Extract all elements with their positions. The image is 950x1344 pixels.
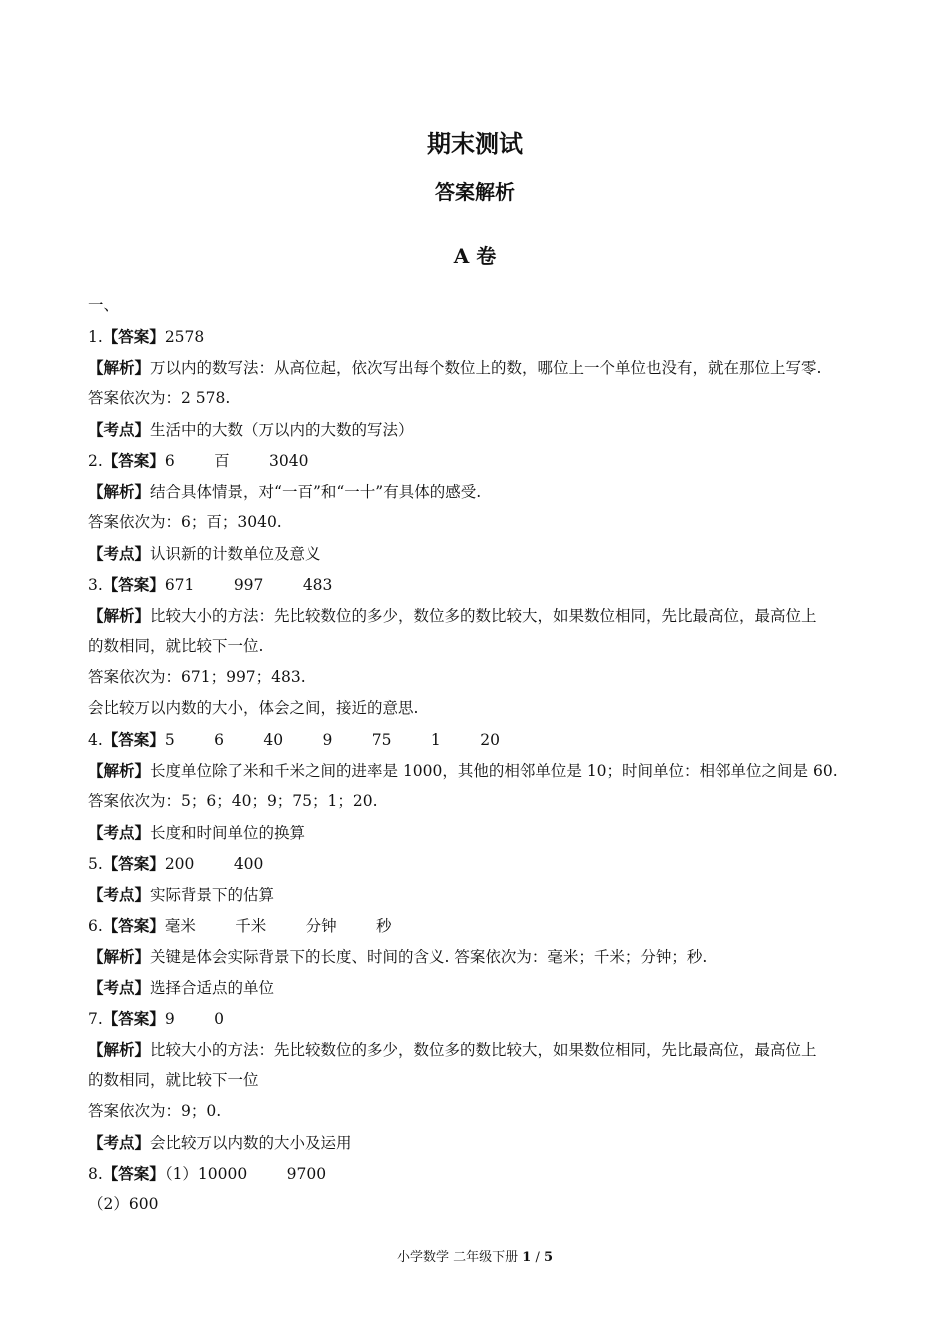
keyword-label: 【答案】	[102, 1164, 165, 1183]
keyword-label: 【考点】	[88, 978, 151, 997]
text-line	[88, 352, 878, 383]
text-line	[88, 848, 878, 879]
text-line	[88, 1065, 878, 1096]
text-line	[88, 1003, 878, 1034]
keyword-label: 【考点】	[88, 544, 151, 563]
keyword-label: 【答案】	[102, 1009, 165, 1028]
line-text: 长度和时间单位的换算	[150, 824, 306, 842]
keyword-label: 【考点】	[88, 885, 151, 904]
text-line	[88, 786, 878, 817]
text-line	[88, 724, 878, 755]
keyword-label: 【解析】	[88, 761, 151, 780]
text-line	[88, 1189, 878, 1220]
page-title: 期末测试	[427, 129, 523, 158]
line-text: 一、	[88, 296, 120, 314]
item-number: 3.	[88, 576, 103, 594]
keyword-label: 【解析】	[88, 358, 151, 377]
text-line	[88, 538, 878, 569]
keyword-label: 【解析】	[88, 1040, 151, 1059]
item-number: 2.	[88, 452, 103, 470]
text-line	[88, 1158, 878, 1189]
text-line	[88, 290, 878, 321]
line-text: 5 6 40 9 75 1 20	[164, 731, 500, 749]
line-text: 比较大小的方法：先比较数位的多少，数位多的数比较大，如果数位相同，先比最高位，最高位上	[150, 607, 817, 625]
line-text: 会比较万以内数的大小及运用	[150, 1134, 352, 1152]
page-footer	[0, 1246, 950, 1265]
page-total: 5	[543, 1250, 554, 1265]
keyword-label: 【答案】	[102, 327, 165, 346]
text-line	[88, 631, 878, 662]
keyword-label: 【答案】	[102, 730, 165, 749]
text-line	[88, 693, 878, 724]
line-text: 200 400	[164, 855, 264, 873]
text-line	[88, 755, 878, 786]
line-text: （2）600	[88, 1195, 159, 1213]
line-text: 生活中的大数（万以内的大数的写法）	[150, 421, 414, 439]
line-text: 结合具体情景，对“一百”和“一十”有具体的感受.	[150, 483, 482, 501]
keyword-label: 【解析】	[88, 947, 151, 966]
text-line	[88, 879, 878, 910]
text-line	[88, 600, 878, 631]
text-line	[88, 972, 878, 1003]
text-line	[88, 1127, 878, 1158]
line-text: 毫米 千米 分钟 秒	[164, 917, 392, 935]
keyword-label: 【解析】	[88, 482, 151, 501]
line-text: 671 997 483	[164, 576, 333, 594]
text-line	[88, 1096, 878, 1127]
text-line	[88, 445, 878, 476]
keyword-label: 【答案】	[102, 854, 165, 873]
text-line	[88, 414, 878, 445]
text-line	[88, 910, 878, 941]
line-text: 答案依次为：6；百；3040.	[88, 513, 282, 531]
keyword-label: 【解析】	[88, 606, 151, 625]
text-line	[88, 817, 878, 848]
keyword-label: 【答案】	[102, 916, 165, 935]
page-separator: /	[535, 1250, 540, 1265]
line-text: 比较大小的方法：先比较数位的多少，数位多的数比较大，如果数位相同，先比最高位，最高位上	[150, 1041, 817, 1059]
keyword-label: 【考点】	[88, 823, 151, 842]
item-number: 5.	[88, 855, 103, 873]
text-line	[88, 569, 878, 600]
line-text: 万以内的数写法：从高位起，依次写出每个数位上的数，哪位上一个单位也没有，就在那位上写零.	[150, 359, 822, 377]
line-text: 选择合适点的单位	[150, 979, 275, 997]
line-text: 答案依次为：671；997；483.	[88, 668, 306, 686]
text-line	[88, 321, 878, 352]
line-text: 9 0	[164, 1010, 224, 1028]
line-text: （1）10000 9700	[164, 1165, 327, 1183]
item-number: 4.	[88, 731, 103, 749]
line-text: 答案依次为：9；0.	[88, 1102, 222, 1120]
line-text: 实际背景下的估算	[150, 886, 275, 904]
line-text: 答案依次为：2 578.	[88, 389, 231, 407]
text-line	[88, 507, 878, 538]
line-text: 的数相同，就比较下一位	[88, 1071, 259, 1089]
text-line	[88, 383, 878, 414]
footer-label: 小学数学 二年级下册	[396, 1250, 519, 1265]
line-text: 6 百 3040	[164, 452, 309, 470]
text-line	[88, 941, 878, 972]
line-text: 2578	[164, 328, 205, 346]
item-number: 7.	[88, 1010, 103, 1028]
item-number: 1.	[88, 328, 103, 346]
keyword-label: 【答案】	[102, 451, 165, 470]
answer-list	[88, 290, 878, 1220]
text-line	[88, 476, 878, 507]
section-title: A 卷	[453, 244, 497, 268]
keyword-label: 【考点】	[88, 420, 151, 439]
keyword-label: 【考点】	[88, 1133, 151, 1152]
line-text: 认识新的计数单位及意义	[150, 545, 321, 563]
text-line	[88, 1034, 878, 1065]
line-text: 的数相同，就比较下一位.	[88, 637, 264, 655]
item-number: 6.	[88, 917, 103, 935]
line-text: 关键是体会实际背景下的长度、时间的含义. 答案依次为：毫米；千米；分钟；秒.	[150, 948, 708, 966]
text-line	[88, 662, 878, 693]
line-text: 长度单位除了米和千米之间的进率是 1000，其他的相邻单位是 10；时间单位：相邻单位之间是 60.	[150, 762, 838, 780]
page-number: 1	[522, 1250, 532, 1265]
page-subtitle: 答案解析	[435, 180, 515, 204]
line-text: 答案依次为：5；6；40；9；75；1；20.	[88, 792, 378, 810]
line-text: 会比较万以内数的大小，体会之间，接近的意思.	[88, 699, 419, 717]
item-number: 8.	[88, 1165, 103, 1183]
keyword-label: 【答案】	[102, 575, 165, 594]
